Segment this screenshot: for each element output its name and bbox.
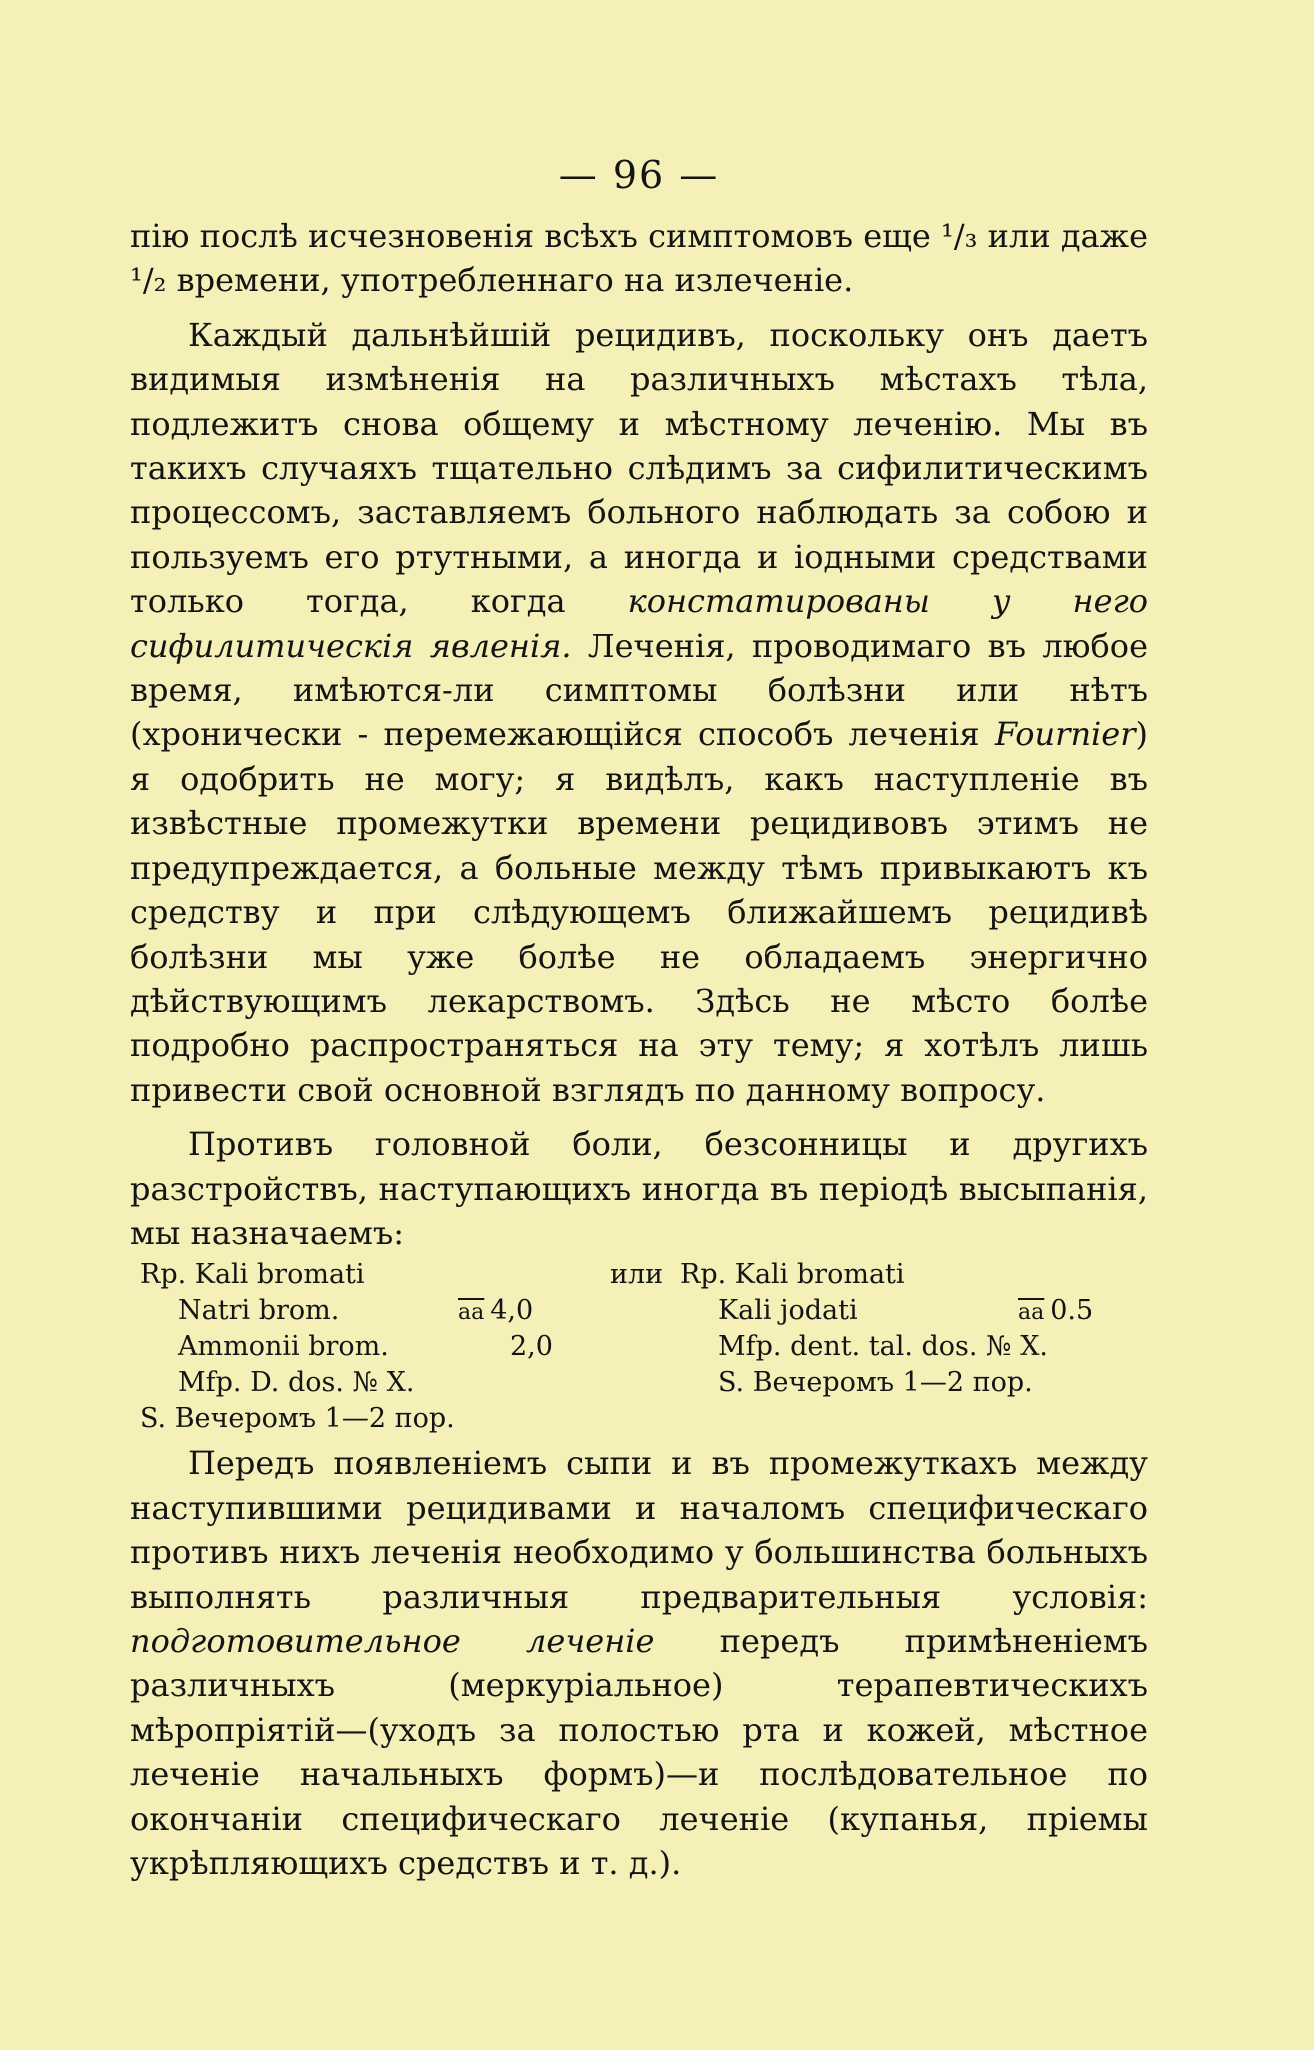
prescription-left xyxy=(140,1257,610,1437)
paragraph-1: пію послѣ исчезновенія всѣхъ симптомовъ еще ¹/₃ или даже ¹/₂ времени, употребленнаго на излеченіе. xyxy=(130,217,1148,300)
paragraph-4-text-b: передъ примѣненіемъ различныхъ (меркуріальное) терапевтическихъ мѣропріятій—(уходъ за полостью рта и кожей, мѣстное леченіе начальныхъ формъ)—и послѣдовательное по окончаніи специфическаго леченіе (купанья, пріемы укрѣпляющихъ средствъ и т. д.). xyxy=(130,1621,1148,1882)
rx-right-kali xyxy=(680,1293,1150,1329)
rx-left-ammonii xyxy=(140,1329,610,1365)
rx-left-natri xyxy=(140,1293,610,1329)
rx-or-label: или xyxy=(610,1259,664,1291)
rx-left-mfp: Mfp. D. dos. № X. xyxy=(178,1367,415,1399)
paragraph-2 xyxy=(130,313,1148,1112)
rx-left-natri-dose xyxy=(458,1293,533,1331)
rx-right-aa: $\overline{aa}$ xyxy=(1018,1300,1045,1326)
rx-right-rp: Rp. Kali bromati xyxy=(680,1259,905,1291)
rx-left-rp: Rp. Kali bromati xyxy=(140,1259,365,1291)
rx-right-kali-amount: 0.5 xyxy=(1050,1295,1094,1327)
rx-left-natri-amount: 4,0 xyxy=(490,1295,534,1327)
rx-left-aa: $\overline{aa}$ xyxy=(458,1300,485,1326)
paragraph-2-author: Fournier xyxy=(994,715,1136,754)
rx-left-ammonii-dose: 2,0 xyxy=(510,1331,553,1363)
rx-right-kali-dose xyxy=(1018,1293,1093,1331)
paragraph-2-emphasis: констатированы у него сифилитическія явленія. xyxy=(130,582,1148,665)
paragraph-2-text-b: Леченія, проводимаго въ любое время, имѣются-ли симптомы болѣзни или нѣтъ (хронически - перемежающійся способъ леченія xyxy=(130,626,1149,754)
paragraph-4-emphasis: подготовительное леченіе xyxy=(130,1621,655,1660)
rx-left-signa: S. Вечеромъ 1—2 пор. xyxy=(140,1403,455,1435)
paragraph-3: Противъ головной боли, безсонницы и другихъ разстройствъ, наступающихъ иногда въ періодѣ высыпанія, мы назначаемъ: xyxy=(130,1125,1148,1252)
prescription-right xyxy=(680,1257,1150,1401)
paragraph-4-text-a: Передъ появленіемъ сыпи и въ промежуткахъ между наступившими рецидивами и началомъ специфическаго противъ нихъ леченія необходимо у большинства больныхъ выполнять различныя предварительныя условія: xyxy=(130,1444,1148,1616)
paragraph-2-text-a: Каждый дальнѣйшій рецидивъ, поскольку онъ даетъ видимыя измѣненія на различныхъ мѣстахъ тѣла, подлежитъ снова общему и мѣстному леченію. Мы въ такихъ случаяхъ тщательно слѣдимъ за сифилитическимъ процессомъ, заставляемъ больного наблюдать за собою и пользуемъ его ртутными, а иногда и іодными средствами только тогда, когда xyxy=(130,315,1148,621)
rx-right-kali-name: Kali jodati xyxy=(718,1295,858,1327)
page-number: — 96 — xyxy=(558,153,720,197)
rx-right-mfp: Mfp. dent. tal. dos. № X. xyxy=(718,1331,1048,1363)
paragraph-4 xyxy=(130,1441,1148,1885)
rx-left-ammonii-name: Ammonii brom. xyxy=(178,1331,389,1363)
rx-left-natri-name: Natri brom. xyxy=(178,1295,340,1327)
paragraph-2-text-c: ) я одобрить не могу; я видѣлъ, какъ наступленіе въ извѣстные промежутки времени рецидивовъ этимъ не предупреждается, а больные между тѣмъ привыкаютъ къ средству и при слѣдующемъ ближайшемъ рецидивѣ болѣзни мы уже болѣе не обладаемъ энергично дѣйствующимъ лекарствомъ. Здѣсь не мѣсто болѣе подробно распространяться на эту тему; я хотѣлъ лишь привести свой основной взглядъ по данному вопросу. xyxy=(130,715,1148,1109)
prescription-block xyxy=(130,1257,1148,1437)
document-page xyxy=(130,150,1148,1885)
rx-right-signa: S. Вечеромъ 1—2 пор. xyxy=(718,1367,1033,1399)
